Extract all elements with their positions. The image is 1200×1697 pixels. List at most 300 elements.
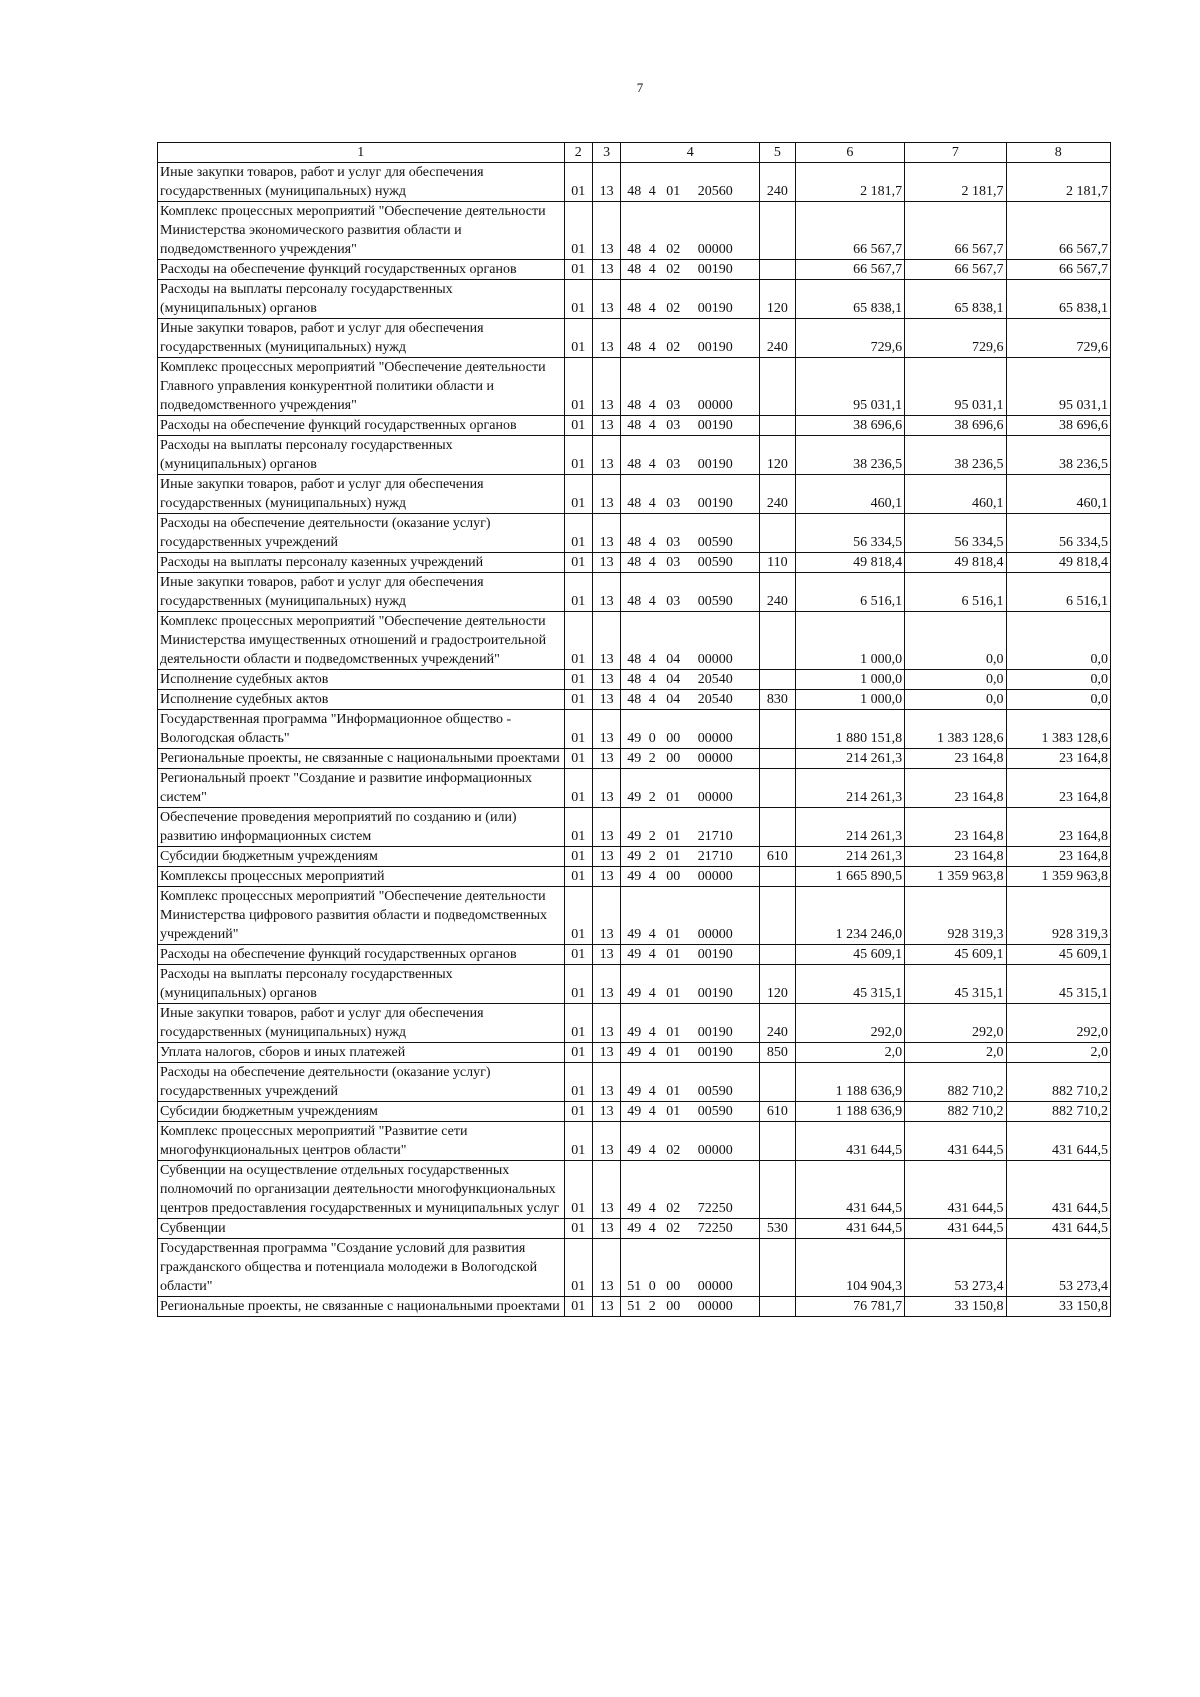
code-part: 03 xyxy=(666,398,681,413)
amount-col-8: 431 644,5 xyxy=(1006,1122,1111,1161)
amount-col-8: 38 236,5 xyxy=(1006,436,1111,475)
amount-col-8: 431 644,5 xyxy=(1006,1161,1111,1219)
code-part: 4 xyxy=(648,692,656,707)
target-article-code xyxy=(621,416,760,436)
expense-type-code xyxy=(760,710,795,749)
subsection-code: 13 xyxy=(592,163,620,202)
target-article-code xyxy=(621,1063,760,1102)
expense-type-code xyxy=(760,945,795,965)
amount-col-7: 49 818,4 xyxy=(905,553,1006,573)
table-row xyxy=(158,1161,1111,1219)
code-part: 4 xyxy=(648,418,656,433)
code-part: 00000 xyxy=(697,398,733,413)
table-row xyxy=(158,319,1111,358)
code-part: 48 xyxy=(627,672,642,687)
code-part: 4 xyxy=(648,555,656,570)
code-part: 01 xyxy=(666,1045,681,1060)
amount-col-6: 1 000,0 xyxy=(795,670,904,690)
code-part: 03 xyxy=(666,535,681,550)
target-article-code xyxy=(621,475,760,514)
subsection-code: 13 xyxy=(592,670,620,690)
amount-col-8: 95 031,1 xyxy=(1006,358,1111,416)
code-part: 00000 xyxy=(697,731,733,746)
code-part: 00000 xyxy=(697,1143,733,1158)
section-code: 01 xyxy=(564,945,592,965)
expense-type-code xyxy=(760,358,795,416)
code-part: 00590 xyxy=(697,1104,733,1119)
code-part: 48 xyxy=(627,340,642,355)
code-part: 00000 xyxy=(697,869,733,884)
code-part: 20540 xyxy=(697,672,733,687)
amount-col-6: 1 234 246,0 xyxy=(795,887,904,945)
amount-col-8: 66 567,7 xyxy=(1006,260,1111,280)
amount-col-6: 1 188 636,9 xyxy=(795,1063,904,1102)
table-row xyxy=(158,887,1111,945)
subsection-code: 13 xyxy=(592,1297,620,1317)
code-part: 20560 xyxy=(697,184,733,199)
expense-type-code: 240 xyxy=(760,319,795,358)
expense-type-code xyxy=(760,749,795,769)
target-article-code xyxy=(621,553,760,573)
target-article-code xyxy=(621,690,760,710)
target-article-code xyxy=(621,163,760,202)
code-part: 49 xyxy=(627,751,642,766)
code-part: 04 xyxy=(666,672,681,687)
section-code: 01 xyxy=(564,612,592,670)
code-part: 51 xyxy=(627,1299,642,1314)
target-article-code xyxy=(621,202,760,260)
code-part: 01 xyxy=(666,947,681,962)
table-row xyxy=(158,670,1111,690)
amount-col-7: 431 644,5 xyxy=(905,1122,1006,1161)
code-part: 4 xyxy=(648,594,656,609)
code-part: 49 xyxy=(627,731,642,746)
table-row xyxy=(158,769,1111,808)
code-part: 00 xyxy=(666,1279,681,1294)
amount-col-8: 53 273,4 xyxy=(1006,1239,1111,1297)
amount-col-8: 33 150,8 xyxy=(1006,1297,1111,1317)
amount-col-8: 2 181,7 xyxy=(1006,163,1111,202)
amount-col-8: 0,0 xyxy=(1006,612,1111,670)
amount-col-7: 66 567,7 xyxy=(905,260,1006,280)
amount-col-6: 214 261,3 xyxy=(795,808,904,847)
expense-type-code: 120 xyxy=(760,436,795,475)
target-article-code xyxy=(621,945,760,965)
code-part: 00590 xyxy=(697,555,733,570)
code-part: 02 xyxy=(666,1143,681,1158)
code-part: 4 xyxy=(648,340,656,355)
code-part: 4 xyxy=(648,242,656,257)
table-row xyxy=(158,163,1111,202)
header-cell: 8 xyxy=(1006,143,1111,163)
target-article-code xyxy=(621,1122,760,1161)
code-part: 00190 xyxy=(697,340,733,355)
code-part: 4 xyxy=(648,672,656,687)
row-name: Расходы на выплаты персоналу государственных (муниципальных) органов xyxy=(158,280,565,319)
expense-type-code: 240 xyxy=(760,1004,795,1043)
code-part: 48 xyxy=(627,418,642,433)
table-row xyxy=(158,260,1111,280)
table-row xyxy=(158,416,1111,436)
code-part: 00590 xyxy=(697,535,733,550)
amount-col-6: 214 261,3 xyxy=(795,769,904,808)
expense-type-code: 240 xyxy=(760,163,795,202)
table-row xyxy=(158,202,1111,260)
row-name: Комплекс процессных мероприятий "Обеспечение деятельности Министерства экономического развития области и подведомственного учреждения" xyxy=(158,202,565,260)
code-part: 00190 xyxy=(697,457,733,472)
table-row xyxy=(158,965,1111,1004)
code-part: 49 xyxy=(627,829,642,844)
amount-col-8: 65 838,1 xyxy=(1006,280,1111,319)
amount-col-6: 431 644,5 xyxy=(795,1122,904,1161)
section-code: 01 xyxy=(564,319,592,358)
amount-col-7: 53 273,4 xyxy=(905,1239,1006,1297)
row-name: Комплекс процессных мероприятий "Обеспечение деятельности Министерства имущественных отношений и градостроительной деятельности области и подведомственных учреждений" xyxy=(158,612,565,670)
amount-col-7: 2,0 xyxy=(905,1043,1006,1063)
code-part: 48 xyxy=(627,496,642,511)
amount-col-7: 23 164,8 xyxy=(905,769,1006,808)
code-part: 4 xyxy=(648,1025,656,1040)
amount-col-6: 95 031,1 xyxy=(795,358,904,416)
code-part: 00000 xyxy=(697,927,733,942)
header-cell: 7 xyxy=(905,143,1006,163)
amount-col-6: 729,6 xyxy=(795,319,904,358)
subsection-code: 13 xyxy=(592,260,620,280)
section-code: 01 xyxy=(564,965,592,1004)
code-part: 51 xyxy=(627,1279,642,1294)
row-name: Уплата налогов, сборов и иных платежей xyxy=(158,1043,565,1063)
section-code: 01 xyxy=(564,280,592,319)
code-part: 00000 xyxy=(697,652,733,667)
subsection-code: 13 xyxy=(592,553,620,573)
subsection-code: 13 xyxy=(592,1102,620,1122)
code-part: 4 xyxy=(648,1201,656,1216)
expense-type-code: 240 xyxy=(760,475,795,514)
subsection-code: 13 xyxy=(592,1043,620,1063)
code-part: 48 xyxy=(627,652,642,667)
target-article-code xyxy=(621,769,760,808)
target-article-code xyxy=(621,1004,760,1043)
section-code: 01 xyxy=(564,1297,592,1317)
row-name: Расходы на обеспечение функций государственных органов xyxy=(158,260,565,280)
code-part: 2 xyxy=(648,849,656,864)
amount-col-7: 38 236,5 xyxy=(905,436,1006,475)
expense-type-code xyxy=(760,769,795,808)
row-name: Иные закупки товаров, работ и услуг для обеспечения государственных (муниципальных) нужд xyxy=(158,475,565,514)
expense-type-code xyxy=(760,416,795,436)
subsection-code: 13 xyxy=(592,1122,620,1161)
expense-type-code: 830 xyxy=(760,690,795,710)
expense-type-code: 110 xyxy=(760,553,795,573)
amount-col-6: 66 567,7 xyxy=(795,202,904,260)
row-name: Иные закупки товаров, работ и услуг для обеспечения государственных (муниципальных) нужд xyxy=(158,319,565,358)
amount-col-8: 38 696,6 xyxy=(1006,416,1111,436)
code-part: 01 xyxy=(666,790,681,805)
amount-col-7: 431 644,5 xyxy=(905,1219,1006,1239)
subsection-code: 13 xyxy=(592,965,620,1004)
amount-col-7: 66 567,7 xyxy=(905,202,1006,260)
table-row xyxy=(158,514,1111,553)
target-article-code xyxy=(621,847,760,867)
code-part: 04 xyxy=(666,692,681,707)
expense-type-code: 530 xyxy=(760,1219,795,1239)
budget-table xyxy=(157,142,1111,1317)
table-row xyxy=(158,280,1111,319)
amount-col-8: 6 516,1 xyxy=(1006,573,1111,612)
subsection-code: 13 xyxy=(592,690,620,710)
code-part: 4 xyxy=(648,496,656,511)
amount-col-7: 460,1 xyxy=(905,475,1006,514)
section-code: 01 xyxy=(564,553,592,573)
code-part: 49 xyxy=(627,1143,642,1158)
code-part: 49 xyxy=(627,947,642,962)
code-part: 4 xyxy=(648,457,656,472)
code-part: 01 xyxy=(666,184,681,199)
amount-col-6: 214 261,3 xyxy=(795,847,904,867)
table-row xyxy=(158,573,1111,612)
target-article-code xyxy=(621,1219,760,1239)
code-part: 2 xyxy=(648,1299,656,1314)
table-row xyxy=(158,436,1111,475)
amount-col-8: 1 383 128,6 xyxy=(1006,710,1111,749)
expense-type-code xyxy=(760,887,795,945)
amount-col-8: 23 164,8 xyxy=(1006,769,1111,808)
subsection-code: 13 xyxy=(592,710,620,749)
header-cell: 2 xyxy=(564,143,592,163)
table-row xyxy=(158,749,1111,769)
subsection-code: 13 xyxy=(592,847,620,867)
code-part: 4 xyxy=(648,652,656,667)
code-part: 03 xyxy=(666,496,681,511)
subsection-code: 13 xyxy=(592,280,620,319)
subsection-code: 13 xyxy=(592,1219,620,1239)
header-cell: 1 xyxy=(158,143,565,163)
code-part: 01 xyxy=(666,986,681,1001)
expense-type-code xyxy=(760,1239,795,1297)
amount-col-7: 729,6 xyxy=(905,319,1006,358)
code-part: 49 xyxy=(627,849,642,864)
code-part: 00190 xyxy=(697,986,733,1001)
amount-col-6: 2,0 xyxy=(795,1043,904,1063)
code-part: 02 xyxy=(666,1201,681,1216)
amount-col-7: 23 164,8 xyxy=(905,808,1006,847)
code-part: 49 xyxy=(627,1201,642,1216)
amount-col-8: 928 319,3 xyxy=(1006,887,1111,945)
code-part: 4 xyxy=(648,301,656,316)
amount-col-6: 56 334,5 xyxy=(795,514,904,553)
target-article-code xyxy=(621,808,760,847)
target-article-code xyxy=(621,436,760,475)
section-code: 01 xyxy=(564,1004,592,1043)
subsection-code: 13 xyxy=(592,475,620,514)
expense-type-code xyxy=(760,202,795,260)
section-code: 01 xyxy=(564,202,592,260)
code-part: 00190 xyxy=(697,262,733,277)
section-code: 01 xyxy=(564,163,592,202)
subsection-code: 13 xyxy=(592,808,620,847)
amount-col-6: 292,0 xyxy=(795,1004,904,1043)
code-part: 00190 xyxy=(697,301,733,316)
section-code: 01 xyxy=(564,1161,592,1219)
expense-type-code xyxy=(760,1122,795,1161)
amount-col-7: 6 516,1 xyxy=(905,573,1006,612)
code-part: 4 xyxy=(648,927,656,942)
amount-col-7: 0,0 xyxy=(905,690,1006,710)
code-part: 48 xyxy=(627,535,642,550)
code-part: 0 xyxy=(648,1279,656,1294)
target-article-code xyxy=(621,965,760,1004)
section-code: 01 xyxy=(564,847,592,867)
code-part: 02 xyxy=(666,1221,681,1236)
row-name: Иные закупки товаров, работ и услуг для обеспечения государственных (муниципальных) нужд xyxy=(158,573,565,612)
amount-col-7: 33 150,8 xyxy=(905,1297,1006,1317)
code-part: 00000 xyxy=(697,751,733,766)
table-row xyxy=(158,1102,1111,1122)
row-name: Государственная программа "Информационное общество - Вологодская область" xyxy=(158,710,565,749)
amount-col-8: 292,0 xyxy=(1006,1004,1111,1043)
amount-col-6: 6 516,1 xyxy=(795,573,904,612)
section-code: 01 xyxy=(564,690,592,710)
amount-col-7: 928 319,3 xyxy=(905,887,1006,945)
table-row xyxy=(158,1297,1111,1317)
amount-col-7: 23 164,8 xyxy=(905,749,1006,769)
section-code: 01 xyxy=(564,769,592,808)
target-article-code xyxy=(621,749,760,769)
code-part: 49 xyxy=(627,1084,642,1099)
subsection-code: 13 xyxy=(592,573,620,612)
row-name: Исполнение судебных актов xyxy=(158,690,565,710)
code-part: 48 xyxy=(627,242,642,257)
table-row xyxy=(158,1122,1111,1161)
header-cell: 6 xyxy=(795,143,904,163)
code-part: 49 xyxy=(627,1045,642,1060)
table-row xyxy=(158,612,1111,670)
section-code: 01 xyxy=(564,573,592,612)
amount-col-8: 45 609,1 xyxy=(1006,945,1111,965)
section-code: 01 xyxy=(564,358,592,416)
target-article-code xyxy=(621,358,760,416)
row-name: Региональные проекты, не связанные с национальными проектами xyxy=(158,749,565,769)
code-part: 49 xyxy=(627,1025,642,1040)
code-part: 48 xyxy=(627,457,642,472)
expense-type-code xyxy=(760,514,795,553)
section-code: 01 xyxy=(564,808,592,847)
code-part: 49 xyxy=(627,1104,642,1119)
amount-col-6: 1 665 890,5 xyxy=(795,867,904,887)
row-name: Государственная программа "Создание условий для развития гражданского общества и потенциала молодежи в Вологодской области" xyxy=(158,1239,565,1297)
code-part: 03 xyxy=(666,594,681,609)
amount-col-8: 0,0 xyxy=(1006,670,1111,690)
code-part: 00190 xyxy=(697,947,733,962)
target-article-code xyxy=(621,612,760,670)
row-name: Субсидии бюджетным учреждениям xyxy=(158,847,565,867)
amount-col-6: 431 644,5 xyxy=(795,1161,904,1219)
code-part: 00190 xyxy=(697,496,733,511)
amount-col-7: 45 315,1 xyxy=(905,965,1006,1004)
amount-col-8: 1 359 963,8 xyxy=(1006,867,1111,887)
table-row xyxy=(158,553,1111,573)
code-part: 48 xyxy=(627,594,642,609)
code-part: 4 xyxy=(648,1045,656,1060)
row-name: Субсидии бюджетным учреждениям xyxy=(158,1102,565,1122)
target-article-code xyxy=(621,514,760,553)
target-article-code xyxy=(621,1239,760,1297)
amount-col-7: 292,0 xyxy=(905,1004,1006,1043)
amount-col-8: 56 334,5 xyxy=(1006,514,1111,553)
amount-col-6: 45 315,1 xyxy=(795,965,904,1004)
target-article-code xyxy=(621,573,760,612)
code-part: 00 xyxy=(666,1299,681,1314)
target-article-code xyxy=(621,867,760,887)
section-code: 01 xyxy=(564,749,592,769)
code-part: 48 xyxy=(627,398,642,413)
amount-col-7: 1 359 963,8 xyxy=(905,867,1006,887)
row-name: Расходы на выплаты персоналу казенных учреждений xyxy=(158,553,565,573)
code-part: 48 xyxy=(627,262,642,277)
amount-col-7: 882 710,2 xyxy=(905,1102,1006,1122)
row-name: Комплексы процессных мероприятий xyxy=(158,867,565,887)
code-part: 4 xyxy=(648,869,656,884)
subsection-code: 13 xyxy=(592,769,620,808)
table-row xyxy=(158,690,1111,710)
code-part: 21710 xyxy=(697,829,733,844)
code-part: 21710 xyxy=(697,849,733,864)
code-part: 4 xyxy=(648,1143,656,1158)
table-row xyxy=(158,1219,1111,1239)
header-row xyxy=(158,143,1111,163)
amount-col-6: 49 818,4 xyxy=(795,553,904,573)
code-part: 72250 xyxy=(697,1201,733,1216)
page-number: 7 xyxy=(636,80,644,95)
target-article-code xyxy=(621,1161,760,1219)
code-part: 01 xyxy=(666,1104,681,1119)
expense-type-code: 610 xyxy=(760,1102,795,1122)
expense-type-code xyxy=(760,670,795,690)
amount-col-8: 729,6 xyxy=(1006,319,1111,358)
code-part: 03 xyxy=(666,418,681,433)
row-name: Субвенции xyxy=(158,1219,565,1239)
table-row xyxy=(158,1063,1111,1102)
subsection-code: 13 xyxy=(592,887,620,945)
code-part: 00590 xyxy=(697,1084,733,1099)
section-code: 01 xyxy=(564,1063,592,1102)
amount-col-6: 1 000,0 xyxy=(795,612,904,670)
amount-col-6: 1 188 636,9 xyxy=(795,1102,904,1122)
row-name: Расходы на обеспечение функций государственных органов xyxy=(158,945,565,965)
code-part: 4 xyxy=(648,535,656,550)
amount-col-6: 45 609,1 xyxy=(795,945,904,965)
row-name: Расходы на выплаты персоналу государственных (муниципальных) органов xyxy=(158,965,565,1004)
section-code: 01 xyxy=(564,867,592,887)
row-name: Региональный проект "Создание и развитие информационных систем" xyxy=(158,769,565,808)
target-article-code xyxy=(621,319,760,358)
code-part: 4 xyxy=(648,398,656,413)
target-article-code xyxy=(621,260,760,280)
amount-col-8: 23 164,8 xyxy=(1006,749,1111,769)
header-cell: 5 xyxy=(760,143,795,163)
section-code: 01 xyxy=(564,670,592,690)
target-article-code xyxy=(621,670,760,690)
code-part: 49 xyxy=(627,790,642,805)
table-row xyxy=(158,808,1111,847)
code-part: 00000 xyxy=(697,242,733,257)
amount-col-8: 0,0 xyxy=(1006,690,1111,710)
subsection-code: 13 xyxy=(592,1239,620,1297)
code-part: 00 xyxy=(666,731,681,746)
row-name: Расходы на обеспечение деятельности (оказание услуг) государственных учреждений xyxy=(158,514,565,553)
amount-col-6: 65 838,1 xyxy=(795,280,904,319)
target-article-code xyxy=(621,1102,760,1122)
